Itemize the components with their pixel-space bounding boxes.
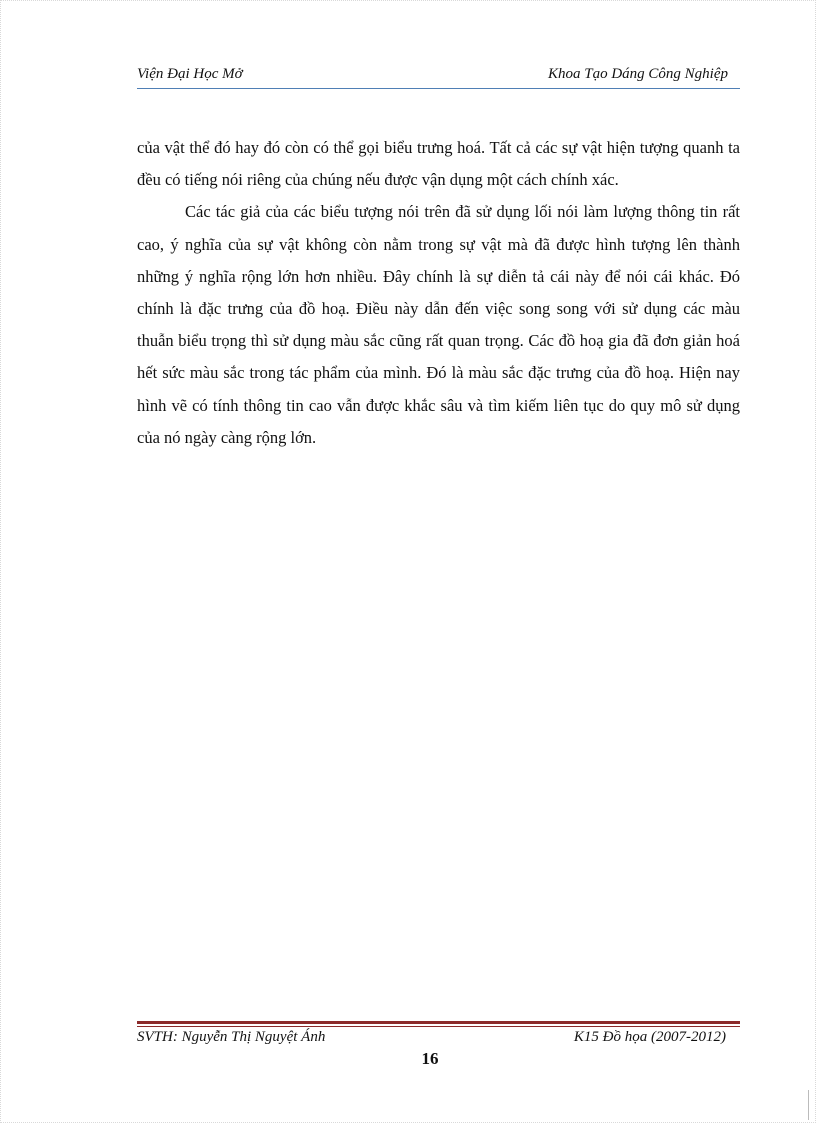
footer-student: SVTH: Nguyễn Thị Nguyệt Ánh	[137, 1029, 326, 1045]
page-footer	[137, 1029, 740, 1051]
paragraph-1: của vật thể đó hay đó còn có thể gọi biểu trưng hoá. Tất cả các sự vật hiện tượng quanh ta đều có tiếng nói riêng của chúng nếu được vận dụng một cách chính xác.	[137, 138, 740, 190]
header-faculty: Khoa Tạo Dáng Công Nghiệp	[547, 66, 728, 82]
corner-mark	[808, 1090, 816, 1120]
footer-class: K15 Đồ họa (2007-2012)	[573, 1029, 726, 1045]
footer-rule-thin	[137, 1026, 740, 1027]
header-institution: Viện Đại Học Mở	[137, 66, 243, 82]
paragraph-2: Các tác giả của các biểu tượng nói trên đã sử dụng lối nói làm lượng thông tin rất cao, ý nghĩa của sự vật không còn nằm trong sự vật mà đã được hình tượng lên thành những ý nghĩa rộng lớn hơn nhiều. Đây chính là sự diễn tả cái này để nói cái khác. Đó chính là đặc trưng của đồ hoạ. Điều này dẫn đến việc song song với sử dụng các màu thuẫn biểu trọng thì sử dụng màu sắc cũng rất quan trọng. Các đồ hoạ gia đã đơn giản hoá hết sức màu sắc trong tác phẩm của mình. Đó là màu sắc đặc trưng của đồ hoạ. Hiện nay hình vẽ có tính thông tin cao vẫn được khắc sâu và tìm kiếm liên tục do quy mô sử dụng của nó ngày càng rộng lớn.	[137, 202, 740, 447]
page-number: 16	[421, 1049, 439, 1068]
page-header	[137, 66, 740, 89]
footer-rule-thick	[137, 1021, 740, 1024]
document-body	[137, 132, 740, 454]
